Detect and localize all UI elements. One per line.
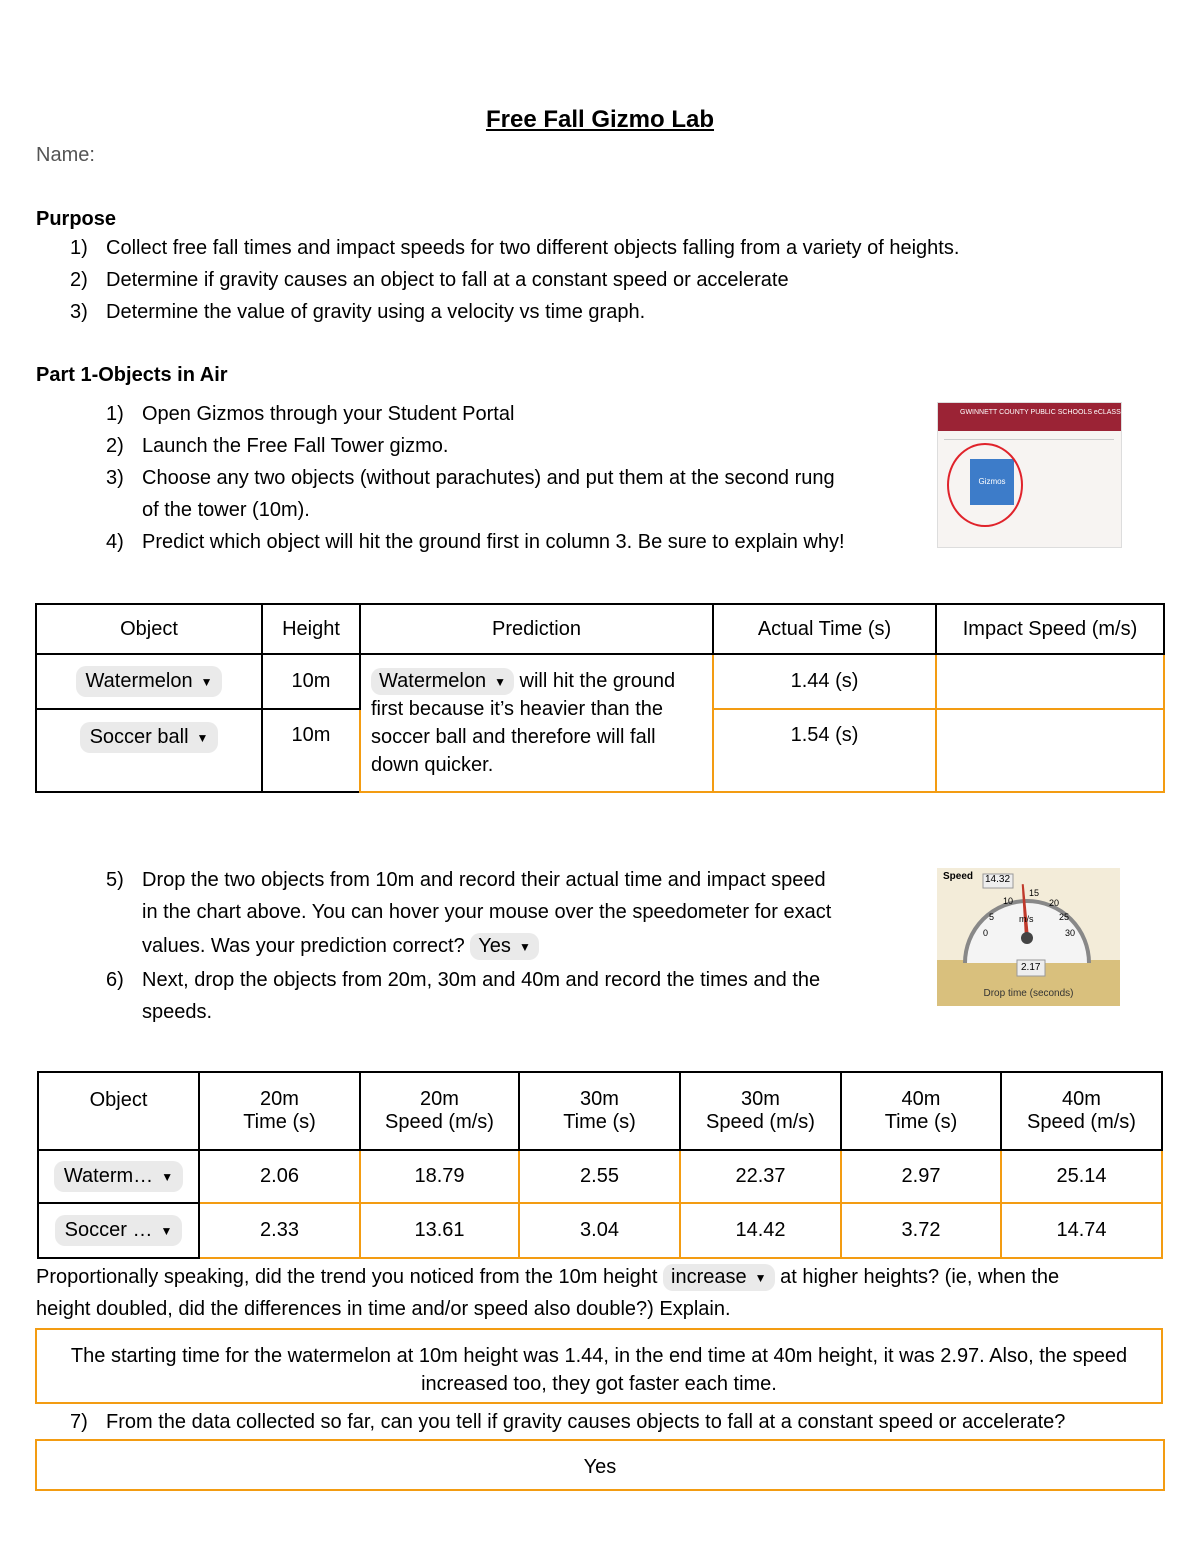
drop-time-readout: 2.17 [1021, 962, 1041, 973]
step-5: 5) Drop the two objects from 10m and record their actual time and impact speed in the chart above. You can hover your mouse over the speedometer for exact values. Was your prediction correct? Yes ▼ [106, 864, 906, 962]
list-item: 2) Launch the Free Fall Tower gizmo. [106, 435, 449, 457]
time-cell[interactable]: 1.54 (s) [713, 709, 936, 792]
header-prediction: Prediction [360, 604, 713, 654]
answer-box-explain[interactable]: The starting time for the watermelon at 10m height was 1.44, in the end time at 40m height, it was 2.97. Also, the speed increased too, they got faster each time. [35, 1328, 1163, 1404]
value-cell[interactable]: 18.79 [360, 1150, 519, 1203]
list-item: 1) Open Gizmos through your Student Portal [106, 403, 515, 425]
object-cell [38, 1150, 199, 1203]
chevron-down-icon: ▼ [754, 1270, 767, 1285]
prediction-correct-dropdown[interactable]: Yes ▼ [470, 933, 539, 960]
table-row [38, 1150, 1162, 1203]
object-cell [36, 709, 262, 792]
header-30m-speed: 30m Speed (m/s) [680, 1072, 841, 1150]
trend-dropdown[interactable]: increase ▼ [663, 1264, 775, 1291]
table-row [36, 654, 1164, 709]
prediction-cell[interactable]: Watermelon ▼ will hit the ground first because it’s heavier than the soccer ball and therefore will fall down quicker. [360, 654, 713, 792]
header-actual-time: Actual Time (s) [713, 604, 936, 654]
chevron-down-icon: ▼ [200, 674, 213, 689]
purpose-list [70, 232, 959, 328]
header-20m-speed: 20m Speed (m/s) [360, 1072, 519, 1150]
chevron-down-icon: ▼ [161, 1169, 174, 1184]
part1-heading: Part 1-Objects in Air [36, 364, 228, 386]
value-cell[interactable]: 13.61 [360, 1203, 519, 1258]
speedometer-image: Speed 14.32 m/s 0 5 10 15 20 25 30 2.17 Drop time (seconds) [937, 868, 1120, 1006]
heights-table [37, 1071, 1163, 1259]
name-label: Name: [36, 144, 95, 166]
chevron-down-icon: ▼ [196, 730, 209, 745]
header-object: Object [36, 604, 262, 654]
prediction-dropdown[interactable]: Watermelon ▼ [371, 668, 514, 695]
step-6: 6) Next, drop the objects from 20m, 30m and 40m and record the times and the speeds. [106, 969, 821, 1023]
speed-readout: 14.32 [985, 874, 1011, 885]
portal-screenshot-image [937, 402, 1122, 548]
header-height: Height [262, 604, 360, 654]
header-20m-time: 20m Time (s) [199, 1072, 360, 1150]
time-cell[interactable]: 1.44 (s) [713, 654, 936, 709]
speed-cell[interactable] [936, 654, 1164, 709]
height-cell: 10m [262, 654, 360, 709]
purpose-heading: Purpose [36, 208, 117, 230]
value-cell[interactable]: 25.14 [1001, 1150, 1162, 1203]
value-cell[interactable]: 2.97 [841, 1150, 1001, 1203]
chevron-down-icon: ▼ [494, 674, 506, 689]
objects-table [35, 603, 1165, 793]
list-item: 2) Determine if gravity causes an object to fall at a constant speed or accelerate [70, 269, 789, 291]
object-dropdown[interactable]: Soccer ball ▼ [80, 722, 219, 753]
header-40m-time: 40m Time (s) [841, 1072, 1001, 1150]
value-cell[interactable]: 2.33 [199, 1203, 360, 1258]
value-cell[interactable]: 3.04 [519, 1203, 680, 1258]
object-cell [36, 654, 262, 709]
object-dropdown[interactable]: Soccer … ▼ [55, 1215, 183, 1246]
answer-box-accelerate[interactable]: Yes [35, 1439, 1165, 1491]
header-impact-speed: Impact Speed (m/s) [936, 604, 1164, 654]
highlight-circle [947, 443, 1023, 527]
step-7: 7) From the data collected so far, can you tell if gravity causes objects to fall at a constant speed or accelerate? [70, 1411, 1066, 1433]
value-cell[interactable]: 14.42 [680, 1203, 841, 1258]
header-30m-time: 30m Time (s) [519, 1072, 680, 1150]
portal-header: GWINNETT COUNTY PUBLIC SCHOOLS eCLASS [938, 403, 1121, 431]
list-item: 1) Collect free fall times and impact speeds for two different objects falling from a variety of heights. [70, 237, 960, 259]
chevron-down-icon: ▼ [160, 1223, 173, 1238]
list-item: 4) Predict which object will hit the ground first in column 3. Be sure to explain why! [106, 531, 845, 553]
proportional-question: Proportionally speaking, did the trend you noticed from the 10m height increase ▼ at higher heights? (ie, when the height doubled, did the differences in time and/or speed also double?) Explain. [36, 1266, 1060, 1320]
list-item: 3) Determine the value of gravity using a velocity vs time graph. [70, 301, 646, 323]
chevron-down-icon: ▼ [518, 939, 531, 954]
object-dropdown[interactable]: Watermelon ▼ [76, 666, 223, 697]
page-title: Free Fall Gizmo Lab [485, 106, 715, 133]
list-item: 3) Choose any two objects (without parachutes) and put them at the second rung [106, 467, 835, 489]
table-row [38, 1203, 1162, 1258]
height-cell: 10m [262, 709, 360, 792]
speed-cell[interactable] [936, 709, 1164, 792]
value-cell[interactable]: 14.74 [1001, 1203, 1162, 1258]
value-cell[interactable]: 3.72 [841, 1203, 1001, 1258]
header-40m-speed: 40m Speed (m/s) [1001, 1072, 1162, 1150]
object-cell [38, 1203, 199, 1258]
header-object: Object [38, 1072, 199, 1150]
value-cell[interactable]: 22.37 [680, 1150, 841, 1203]
object-dropdown[interactable]: Waterm… ▼ [54, 1161, 183, 1192]
list-item: of the tower (10m). [142, 499, 310, 521]
part1-steps [106, 398, 845, 558]
value-cell[interactable]: 2.06 [199, 1150, 360, 1203]
value-cell[interactable]: 2.55 [519, 1150, 680, 1203]
gizmos-tile: Gizmos [970, 459, 1014, 505]
